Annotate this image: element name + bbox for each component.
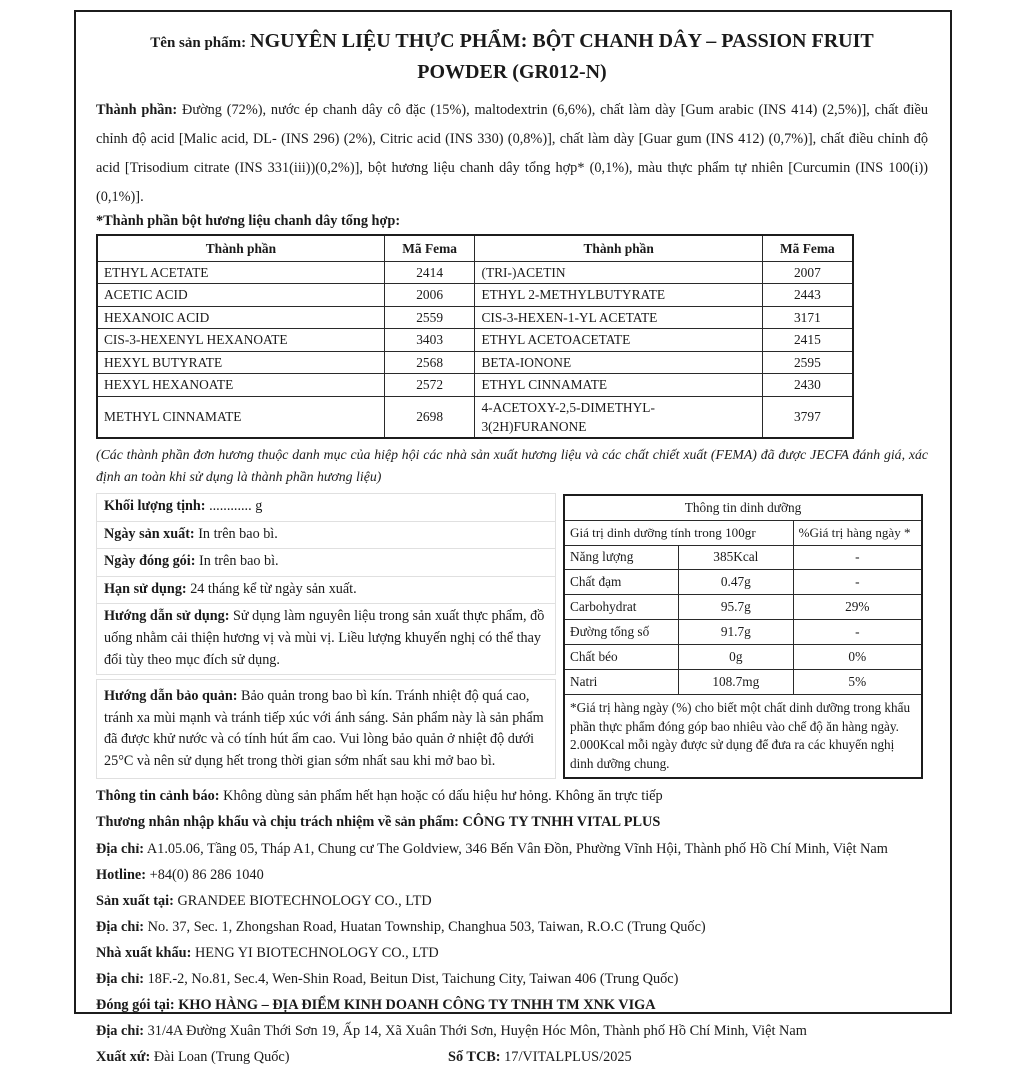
production-date-row [96, 521, 556, 550]
shelf-life-label: Hạn sử dụng: [104, 580, 187, 597]
fema-header-cell: Thành phần [97, 235, 384, 262]
manufacturer-address-row [96, 918, 928, 937]
packing-date-label: Ngày đóng gói: [104, 553, 196, 570]
address-value: 18F.-2, No.81, Sec.4, Wen-Shin Road, Beitun Dist, Taichung City, Taiwan 406 (Trung Quốc) [147, 970, 679, 987]
net-weight-row [96, 493, 556, 522]
table-row [97, 261, 853, 283]
address-label: Địa chỉ: [96, 918, 145, 935]
hotline-value: +84(0) 86 286 1040 [149, 866, 264, 883]
importer-label: Thương nhân nhập khẩu và chịu trách nhiệm về sản phẩm: [96, 814, 459, 831]
table-row [97, 396, 853, 438]
storage-instructions-row [96, 679, 556, 779]
fema-header-row [97, 235, 853, 262]
fema-cell: 2007 [762, 261, 853, 283]
manufacturer-value: GRANDEE BIOTECHNOLOGY CO., LTD [177, 892, 432, 909]
nutrition-col-header-left: Giá trị dinh dưỡng tính trong 100gr [564, 520, 793, 545]
nutrition-footnote: *Giá trị hàng ngày (%) cho biết một chất dinh dưỡng trong khẩu phần thực phẩm đóng góp bao nhiêu vào chế độ ăn hàng ngày. 2.000Kcal mỗi ngày được sử dụng để đưa ra các khuyến nghị dinh dưỡng chung. [564, 695, 922, 779]
nutrient-daily-value: - [793, 570, 922, 595]
ingredients-paragraph [96, 96, 928, 212]
fema-cell: 2595 [762, 351, 853, 373]
hotline-label: Hotline: [96, 866, 147, 883]
origin-field [96, 1048, 448, 1067]
fema-cell: 4-ACETOXY-2,5-DIMETHYL-3(2H)FURANONE [475, 396, 762, 438]
fema-cell: ETHYL ACETATE [97, 261, 384, 283]
tcb-label: Số TCB: [448, 1049, 501, 1066]
hotline-row [96, 866, 928, 885]
fema-cell: ETHYL 2-METHYLBUTYRATE [475, 284, 762, 306]
importer-row [96, 813, 928, 832]
nutrient-amount: 91.7g [679, 620, 794, 645]
fema-cell: 3171 [762, 306, 853, 328]
warning-value: Không dùng sản phẩm hết hạn hoặc có dấu hiệu hư hỏng. Không ăn trực tiếp [223, 788, 663, 805]
usage-instructions-label: Hướng dẫn sử dụng: [104, 608, 230, 625]
ingredients-label: Thành phần: [96, 102, 178, 118]
fema-cell: 3797 [762, 396, 853, 438]
exporter-row [96, 944, 928, 963]
nutrient-daily-value: - [793, 620, 922, 645]
fema-cell: 2414 [384, 261, 475, 283]
table-row [564, 570, 922, 595]
table-row [97, 351, 853, 373]
nutrient-name: Natri [564, 670, 679, 695]
production-date-label: Ngày sản xuất: [104, 525, 195, 542]
storage-instructions-label: Hướng dẫn bảo quản: [104, 688, 238, 705]
product-label-document [74, 10, 952, 1066]
product-name-label: Tên sản phẩm: [150, 35, 247, 51]
fema-cell: 3403 [384, 329, 475, 351]
packing-date-value: In trên bao bì. [199, 553, 279, 570]
fema-cell: 2698 [384, 396, 475, 438]
nutrient-amount: 385Kcal [679, 545, 794, 570]
product-name: NGUYÊN LIỆU THỰC PHẨM: BỘT CHANH DÂY – PASSION FRUIT POWDER (GR012-N) [250, 30, 874, 83]
storage-instructions-value: Bảo quản trong bao bì kín. Tránh nhiệt độ quá cao, tránh xa mùi mạnh và tránh tiếp xúc với ánh sáng. Sản phẩm này là sản phẩm đã được khử nước và có tính hút ẩm cao. Vui lòng bảo quản ở nhiệt độ dưới 25°C và nên sử dụng hết trong thời gian sớm nhất sau khi mở bao bì. [104, 688, 544, 769]
nutrition-header-row [564, 520, 922, 545]
fema-cell: 2430 [762, 374, 853, 396]
importer-value: CÔNG TY TNHH VITAL PLUS [462, 814, 661, 831]
nutrition-title-row [564, 495, 922, 520]
nutrient-amount: 0g [679, 645, 794, 670]
fema-cell: 2443 [762, 284, 853, 306]
nutrient-name: Carbohydrat [564, 595, 679, 620]
fema-cell: ETHYL CINNAMATE [475, 374, 762, 396]
shelf-life-row [96, 576, 556, 605]
tcb-field [448, 1048, 632, 1067]
address-value: 31/4A Đường Xuân Thới Sơn 19, Ấp 14, Xã Xuân Thới Sơn, Huyện Hóc Môn, Thành phố Hồ Chí Minh, Việt Nam [147, 1023, 807, 1040]
info-and-nutrition-section [96, 494, 928, 779]
nutrient-amount: 0.47g [679, 570, 794, 595]
nutrient-daily-value: 5% [793, 670, 922, 695]
net-weight-value: ............ g [209, 498, 263, 515]
warning-label: Thông tin cảnh báo: [96, 788, 220, 805]
importer-address-row [96, 840, 928, 859]
usage-instructions-row [96, 603, 556, 675]
fema-cell: 2559 [384, 306, 475, 328]
table-row [564, 645, 922, 670]
fema-cell: METHYL CINNAMATE [97, 396, 384, 438]
shelf-life-value: 24 tháng kể từ ngày sản xuất. [190, 580, 357, 597]
exporter-address-row [96, 970, 928, 989]
usage-instructions-value: Sử dụng làm nguyên liệu trong sản xuất thực phẩm, đồ uống nhằm cải thiện hương vị và mùi vị. Liều lượng khuyến nghị có thể thay đổi tùy theo mục đích sử dụng. [104, 608, 545, 668]
fema-cell: HEXANOIC ACID [97, 306, 384, 328]
nutrient-name: Chất đạm [564, 570, 679, 595]
exporter-value: HENG YI BIOTECHNOLOGY CO., LTD [194, 944, 439, 961]
product-title-block [110, 26, 914, 88]
table-row [97, 329, 853, 351]
packer-address-row [96, 1022, 928, 1041]
warning-row [96, 787, 928, 806]
footer-info-section [96, 787, 928, 1066]
packer-value: KHO HÀNG – ĐỊA ĐIỂM KINH DOANH CÔNG TY TNHH TM XNK VIGA [178, 997, 656, 1014]
nutrient-name: Năng lượng [564, 545, 679, 570]
manufacturer-row [96, 892, 928, 911]
nutrient-amount: 108.7mg [679, 670, 794, 695]
fema-cell: 2415 [762, 329, 853, 351]
fema-cell: 2568 [384, 351, 475, 373]
packer-label: Đóng gói tại: [96, 997, 175, 1014]
fema-cell: ETHYL ACETOACETATE [475, 329, 762, 351]
ingredients-text: Đường (72%), nước ép chanh dây cô đặc (15%), maltodextrin (6,6%), chất làm dày [Gum arabic (INS 414) (2,5%)], chất điều chỉnh độ acid [Malic acid, DL- (INS 296) (2%), Citric acid (INS 330) (0,8%)], chất làm dày [Guar gum (INS 412) (0,7%)], chất điều chỉnh độ acid [Trisodium citrate (INS 331(iii))(0,2%)], bột hương liệu chanh dây tổng hợp* (0,1%), màu thực phẩm tự nhiên [Curcumin (INS 100(i)) (0,1%)]. [96, 102, 928, 205]
nutrient-name: Đường tổng số [564, 620, 679, 645]
packing-date-row [96, 548, 556, 577]
fema-cell: 2006 [384, 284, 475, 306]
table-row [564, 545, 922, 570]
nutrition-footnote-row [564, 695, 922, 779]
fema-header-cell: Mã Fema [762, 235, 853, 262]
table-row [97, 284, 853, 306]
fema-disclaimer: (Các thành phần đơn hương thuộc danh mục của hiệp hội các nhà sản xuất hương liệu và các chất chiết xuất (FEMA) đã được JECFA đánh giá, xác định an toàn khi sử dụng là thành phần hương liệu) [96, 447, 928, 485]
address-label: Địa chỉ: [96, 970, 145, 987]
nutrient-daily-value: - [793, 545, 922, 570]
nutrition-facts-table [563, 494, 923, 779]
fema-cell: HEXYL BUTYRATE [97, 351, 384, 373]
origin-value: Đài Loan (Trung Quốc) [153, 1049, 290, 1066]
origin-and-tcb-row [96, 1048, 928, 1067]
table-row [97, 306, 853, 328]
fema-cell: (TRI-)ACETIN [475, 261, 762, 283]
nutrition-title: Thông tin dinh dưỡng [564, 495, 922, 520]
fema-cell: CIS-3-HEXEN-1-YL ACETATE [475, 306, 762, 328]
address-label: Địa chỉ: [96, 840, 145, 857]
nutrition-col-header-right: %Giá trị hàng ngày * [793, 520, 922, 545]
table-row [564, 595, 922, 620]
production-date-value: In trên bao bì. [198, 525, 278, 542]
fema-cell: BETA-IONONE [475, 351, 762, 373]
address-value: No. 37, Sec. 1, Zhongshan Road, Huatan Township, Changhua 503, Taiwan, R.O.C (Trung Quốc) [147, 918, 706, 935]
table-row [97, 374, 853, 396]
nutrient-daily-value: 29% [793, 595, 922, 620]
fema-header-cell: Mã Fema [384, 235, 475, 262]
packer-row [96, 996, 928, 1015]
fema-cell: HEXYL HEXANOATE [97, 374, 384, 396]
table-row [564, 670, 922, 695]
fema-header-cell: Thành phần [475, 235, 762, 262]
fema-table [96, 234, 854, 440]
table-row [564, 620, 922, 645]
address-label: Địa chỉ: [96, 1023, 145, 1040]
origin-label: Xuất xứ: [96, 1049, 151, 1066]
nutrient-name: Chất béo [564, 645, 679, 670]
net-weight-label: Khối lượng tịnh: [104, 498, 206, 515]
address-value: A1.05.06, Tầng 05, Tháp A1, Chung cư The Goldview, 346 Bến Vân Đồn, Phường Vĩnh Hội, Thành phố Hồ Chí Minh, Việt Nam [146, 840, 888, 857]
exporter-label: Nhà xuất khẩu: [96, 944, 192, 961]
fema-cell: CIS-3-HEXENYL HEXANOATE [97, 329, 384, 351]
manufacturer-label: Sản xuất tại: [96, 892, 174, 909]
nutrient-daily-value: 0% [793, 645, 922, 670]
fema-cell: ACETIC ACID [97, 284, 384, 306]
product-info-box [96, 494, 556, 779]
fema-cell: 2572 [384, 374, 475, 396]
nutrient-amount: 95.7g [679, 595, 794, 620]
tcb-value: 17/VITALPLUS/2025 [504, 1049, 632, 1066]
flavor-components-heading: *Thành phần bột hương liệu chanh dây tổng hợp: [96, 212, 401, 229]
